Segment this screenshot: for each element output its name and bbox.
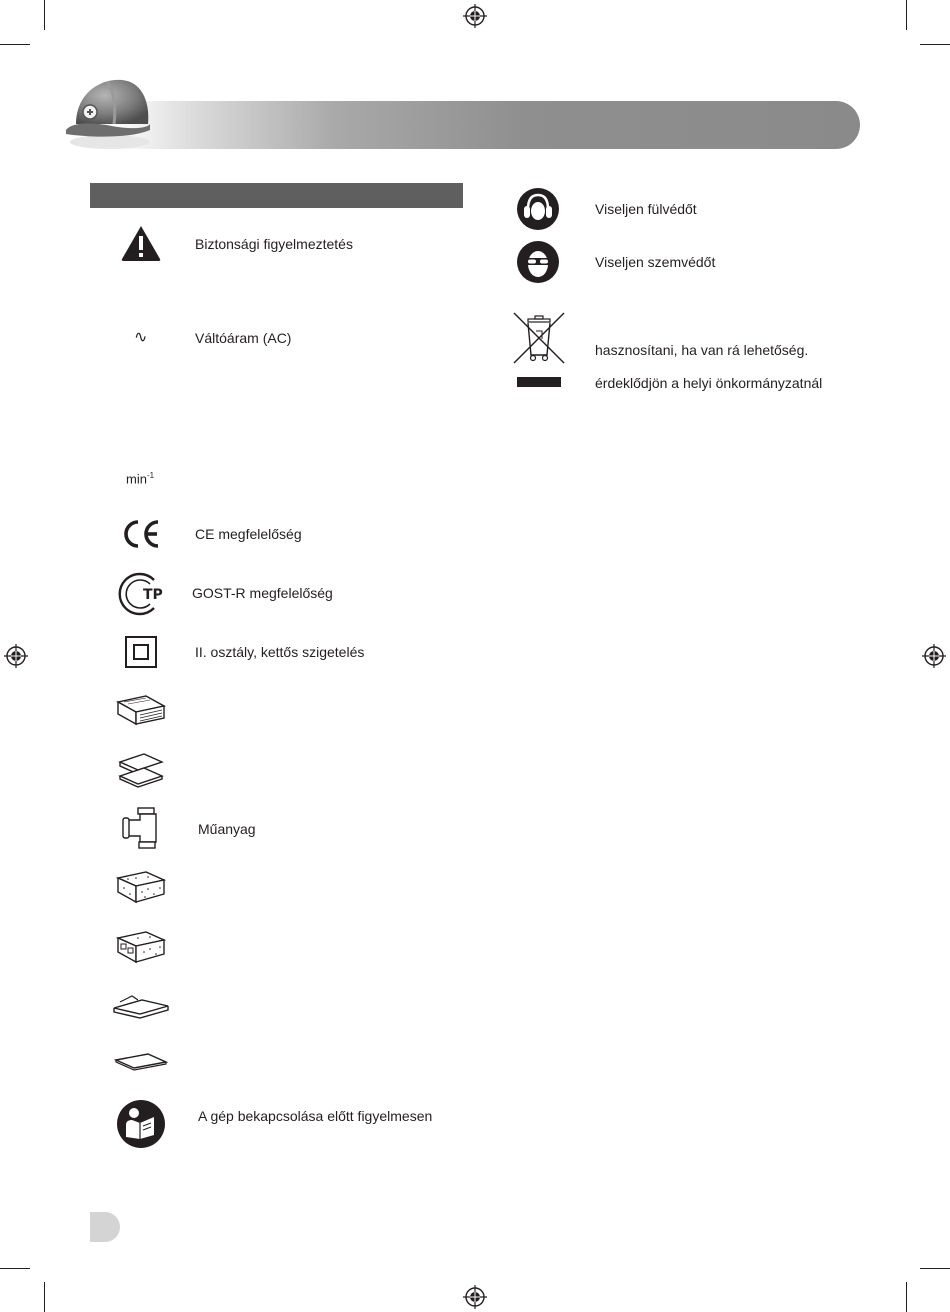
- crop-mark: [0, 1268, 30, 1269]
- plastic-label: Műanyag: [198, 821, 256, 837]
- class-ii-insulation-icon: [125, 636, 157, 668]
- class-ii-label: II. osztály, kettős szigetelés: [195, 644, 365, 660]
- read-manual-icon: [116, 1099, 166, 1149]
- warning-triangle-icon: [120, 224, 162, 262]
- rpm-symbol: min: [126, 471, 147, 487]
- ce-label: CE megfelelőség: [195, 526, 302, 542]
- crop-mark: [44, 0, 45, 30]
- gost-mark-text: TP: [143, 587, 163, 603]
- recycling-text-line-1: hasznosítani, ha van rá lehetőség.: [595, 342, 809, 358]
- ear-protection-icon: [516, 187, 560, 231]
- gost-label: GOST-R megfelelőség: [192, 585, 333, 601]
- metal-material-icon: [116, 752, 166, 788]
- read-manual-label: A gép bekapcsolása előtt figyelmesen: [198, 1108, 433, 1124]
- safety-helmet-icon: [62, 72, 154, 152]
- gost-r-mark-icon: [116, 570, 168, 616]
- registration-mark-icon: [463, 4, 487, 28]
- rpm-icon: [126, 468, 154, 487]
- weee-crossed-bin-icon: [512, 311, 566, 389]
- page-number-tab: [90, 1212, 120, 1242]
- rpm-superscript: -1: [146, 471, 155, 480]
- alternating-current-icon: ∿: [134, 329, 148, 346]
- plastic-pipe-icon: [120, 806, 162, 850]
- plate-material-icon: [114, 1050, 168, 1072]
- crop-mark: [920, 44, 950, 45]
- wood-material-icon: [116, 694, 166, 728]
- registration-mark-icon: [922, 644, 946, 668]
- section-header-bar: [90, 183, 463, 208]
- ce-mark-icon: [120, 518, 162, 550]
- registration-mark-icon: [463, 1285, 487, 1309]
- crop-mark: [906, 0, 907, 30]
- eye-protection-label: Viseljen szemvédőt: [595, 254, 716, 270]
- ac-label: Váltóáram (AC): [195, 330, 292, 346]
- header-banner: [110, 101, 860, 149]
- brick-material-icon: [116, 930, 166, 964]
- warning-label: Biztonsági figyelmeztetés: [195, 236, 353, 252]
- crop-mark: [44, 1282, 45, 1312]
- registration-mark-icon: [4, 644, 28, 668]
- crop-mark: [920, 1268, 950, 1269]
- eye-protection-icon: [516, 240, 560, 284]
- crop-mark: [906, 1282, 907, 1312]
- ear-protection-label: Viseljen fülvédőt: [595, 201, 697, 217]
- crop-mark: [0, 44, 30, 45]
- stone-material-icon: [116, 870, 166, 904]
- recycling-text-line-2: érdeklődjön a helyi önkormányzatnál: [595, 375, 823, 391]
- tile-material-icon: [112, 992, 170, 1020]
